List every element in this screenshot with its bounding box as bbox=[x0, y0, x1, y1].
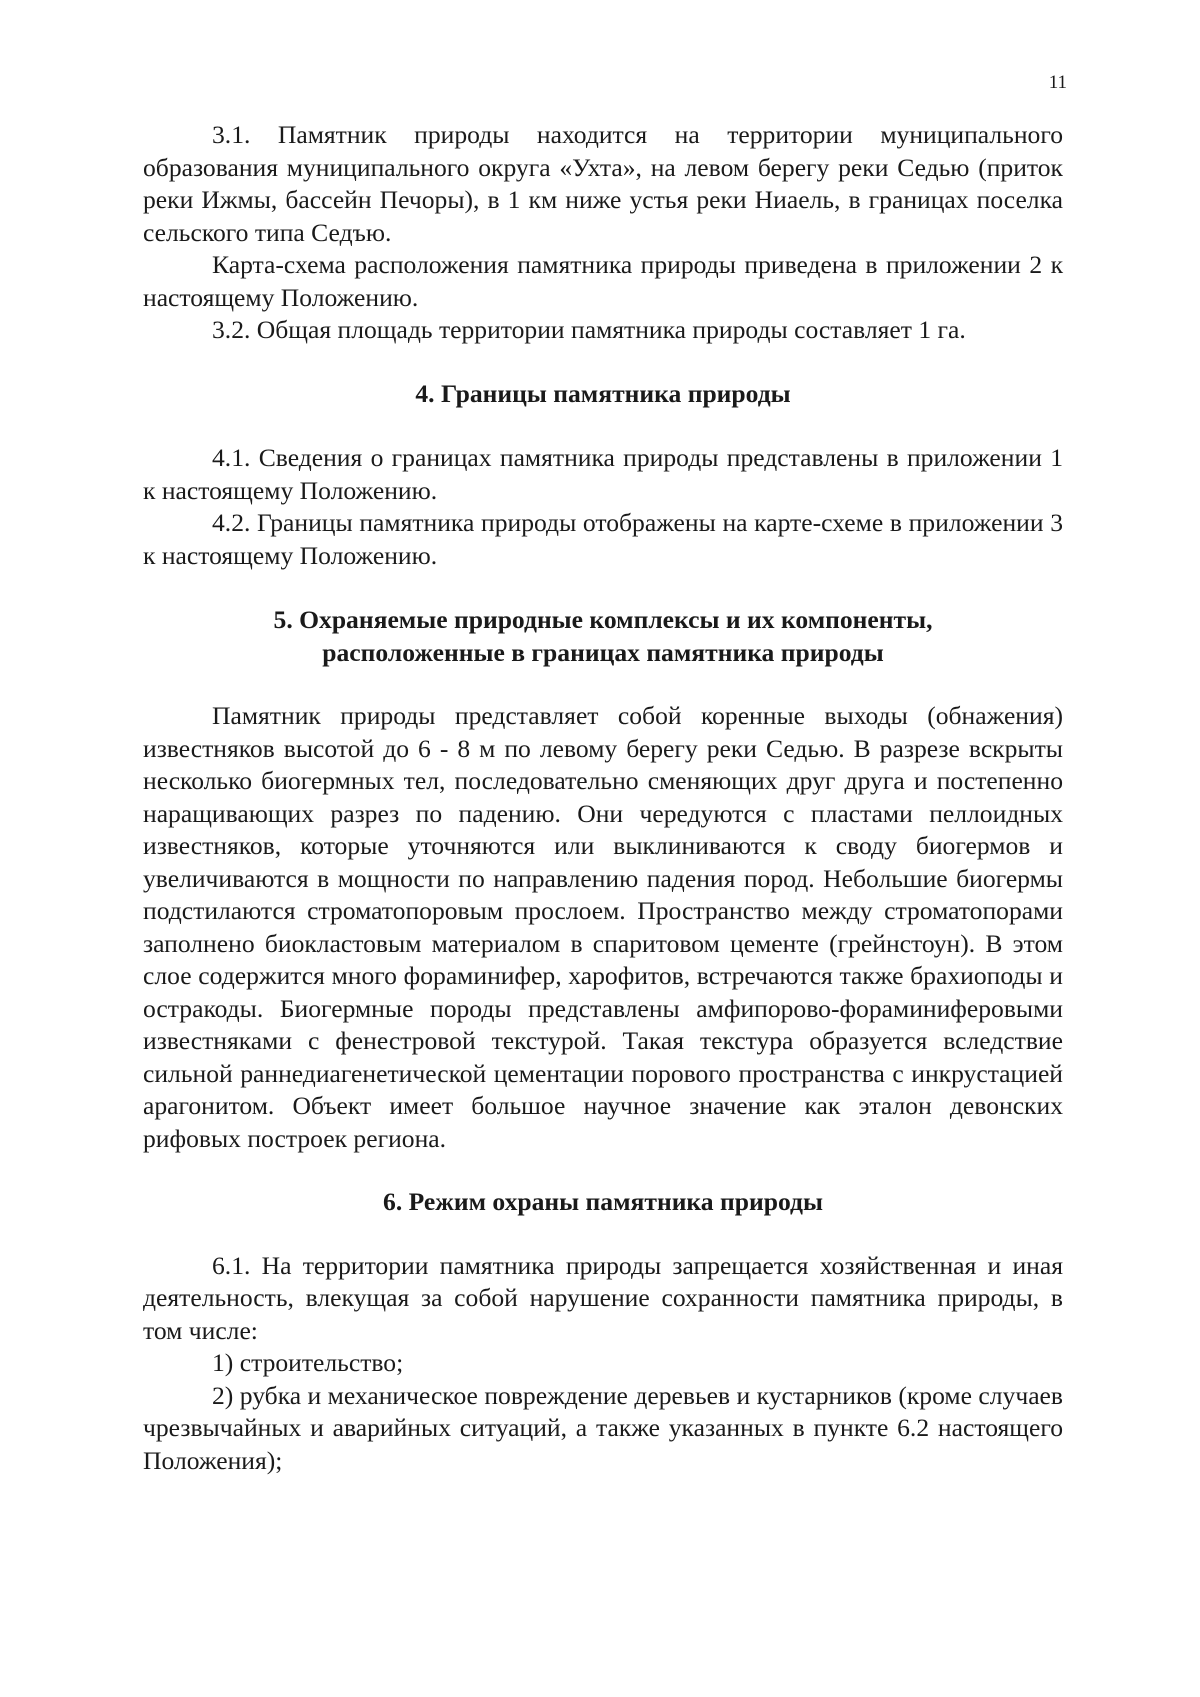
paragraph-3-2: 3.2. Общая площадь территории памятника природы составляет 1 га. bbox=[212, 315, 966, 344]
heading-section-5 bbox=[143, 604, 1063, 669]
list-item-1-construction: 1) строительство; bbox=[212, 1348, 404, 1377]
list-item-2-logging: 2) рубка и механическое повреждение деревьев и кустарников (кроме случаев чрезвычайных и аварийных ситуаций, а также указанных в пункте 6.2 настоящего Положения); bbox=[143, 1380, 1063, 1475]
heading-section-4: 4. Границы памятника природы bbox=[415, 378, 791, 408]
document-body bbox=[143, 119, 1063, 1477]
paragraph-map-scheme: Карта-схема расположения памятника природы приведена в приложении 2 к настоящему Положению. bbox=[143, 250, 1063, 312]
heading-section-5-line-1: 5. Охраняемые природные комплексы и их компоненты, bbox=[273, 605, 933, 634]
paragraph-3-1: 3.1. Памятник природы находится на территории муниципального образования муниципального округа «Ухта», на левом берегу реки Седью (приток реки Ижмы, бассейн Печоры), в 1 км ниже устья реки Ниаель, в границах поселка сельского типа Седъю. bbox=[143, 120, 1063, 247]
page-number: 11 bbox=[1048, 72, 1067, 93]
paragraph-6-1: 6.1. На территории памятника природы запрещается хозяйственная и иная деятельность, влекущая за собой нарушение сохранности памятника природы, в том числе: bbox=[143, 1250, 1063, 1345]
paragraph-5-description: Памятник природы представляет собой коренные выходы (обнажения) известняков высотой до 6 - 8 м по левому берегу реки Седью. В разрезе вскрыты несколько биогермных тел, последовательно сменяющих друг друга и постепенно наращивающих разрез по падению. Они чередуются с пластами пеллоидных известняков, которые уточняются или выклиниваются к своду биогермов и увеличиваются в мощности по направлению падения пород. Небольшие биогермы подстилаются строматопоровым прослоем. Пространство между строматопорами заполнено биокластовым материалом в спаритовом цементе (грейнстоун). В этом слое содержится много фораминифер, харофитов, встречаются также брахиоподы и остракоды. Биогермные породы представлены амфипорово-фораминиферовыми известняками с фенестровой текстурой. Такая текстура образуется вследствие сильной раннедиагенетической цементации порового пространства с инкрустацией арагонитом. Объект имеет большое научное значение как эталон девонских рифовых построек региона. bbox=[143, 701, 1063, 1153]
heading-section-6: 6. Режим охраны памятника природы bbox=[383, 1187, 823, 1216]
paragraph-4-2: 4.2. Границы памятника природы отображены на карте-схеме в приложении 3 к настоящему Положению. bbox=[143, 508, 1063, 570]
heading-section-5-line-2: расположенные в границах памятника природы bbox=[322, 637, 884, 667]
paragraph-4-1: 4.1. Сведения о границах памятника природы представлены в приложении 1 к настоящему Положению. bbox=[143, 443, 1063, 505]
